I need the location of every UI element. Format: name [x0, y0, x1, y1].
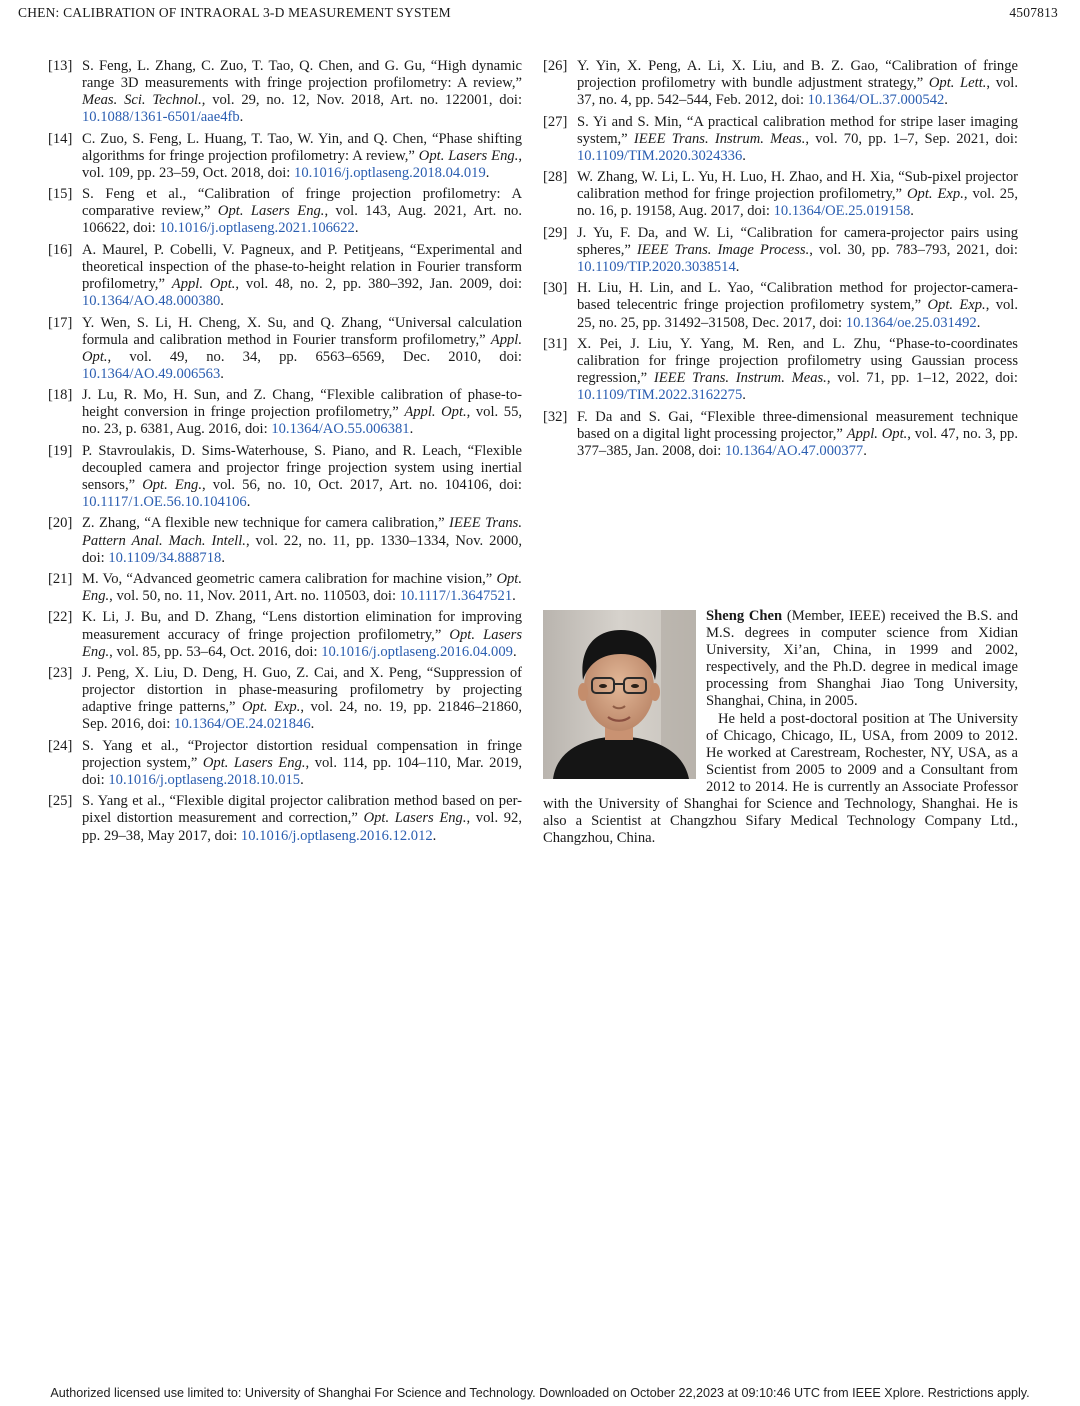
reference-venue: Opt. Lett.: [928, 75, 987, 92]
reference-end: .: [409, 421, 414, 438]
reference-number: [21]: [48, 571, 73, 587]
reference-authors-title: S. Feng et al., “Calibration of fringe projection profilometry: A comparative review,”: [82, 186, 522, 220]
reference-end: .: [354, 220, 359, 237]
reference-authors-title: H. Liu, H. Lin, and L. Yao, “Calibration method for projector-camera-based telecentric fringe projection profilometry system,”: [577, 280, 1018, 314]
reference-entry: [543, 114, 1018, 165]
reference-entry: [48, 571, 522, 605]
reference-number: [27]: [543, 113, 568, 130]
author-name: Sheng Chen: [706, 608, 783, 624]
reference-entry: [48, 443, 522, 511]
reference-venue: Appl. Opt.: [404, 404, 467, 421]
reference-list-right: [543, 58, 1018, 460]
reference-entry: [48, 665, 522, 733]
reference-authors-title: J. Yu, F. Da, and W. Li, “Calibration for camera-projector pairs using spheres,”: [577, 224, 1018, 258]
reference-details: , vol. 30, pp. 783–793, 2021, doi:: [809, 241, 1018, 258]
reference-number: [23]: [48, 665, 73, 682]
reference-details: , vol. 22, no. 11, pp. 1330–1334, Nov. 2000, doi:: [82, 532, 522, 566]
reference-text: [82, 738, 522, 789]
reference-end: .: [432, 827, 437, 844]
reference-authors-title: F. Da and S. Gai, “Flexible three-dimensional measurement technique based on a digital light processing projector,”: [577, 408, 1018, 442]
doi-link[interactable]: 10.1364/AO.48.000380: [82, 293, 221, 310]
reference-end: .: [485, 164, 490, 181]
reference-end: .: [944, 92, 948, 109]
reference-venue: Opt. Lasers Eng.: [82, 626, 522, 660]
reference-text: [82, 793, 522, 844]
doi-link[interactable]: 10.1109/TIM.2022.3162275: [577, 387, 743, 404]
doi-link[interactable]: 10.1364/OE.25.019158: [773, 203, 911, 220]
reference-entry: [48, 387, 522, 438]
reference-venue: Opt. Lasers Eng.: [418, 147, 519, 164]
reference-text: [82, 609, 522, 660]
reference-number: [29]: [543, 224, 568, 241]
reference-authors-title: J. Peng, X. Liu, D. Deng, H. Guo, Z. Cai, and X. Peng, “Suppression of projector distortion in phase-measuring profilometry by projecting adaptive fringe patterns,”: [82, 665, 522, 716]
reference-end: .: [863, 442, 867, 459]
reference-entry: [48, 793, 522, 844]
reference-details: , vol. 47, no. 3, pp. 377–385, Jan. 2008, doi:: [577, 425, 1018, 459]
reference-number: [28]: [543, 169, 568, 186]
reference-number: [15]: [48, 186, 73, 203]
reference-details: , vol. 24, no. 19, pp. 21846–21860, Sep. 2016, doi:: [82, 699, 523, 733]
reference-entry: [543, 336, 1018, 404]
reference-text: [82, 315, 522, 383]
doi-link[interactable]: 10.1117/1.OE.56.10.104106: [82, 494, 247, 511]
reference-details: , vol. 71, pp. 1–12, 2022, doi:: [826, 370, 1018, 387]
reference-end: .: [220, 293, 224, 310]
reference-text: [577, 169, 1018, 220]
reference-details: , vol. 55, no. 23, p. 6381, Aug. 2016, doi:: [82, 404, 523, 438]
doi-link[interactable]: 10.1088/1361-6501/aae4fb: [82, 109, 240, 126]
reference-venue: Opt. Lasers Eng.: [363, 810, 467, 827]
reference-authors-title: Y. Yin, X. Peng, A. Li, X. Liu, and B. Z. Gao, “Calibration of fringe projection profilometry with bundle adjustment strategy,”: [577, 58, 1018, 92]
reference-entry: [543, 58, 1018, 109]
reference-end: .: [512, 588, 516, 605]
reference-number: [13]: [48, 58, 73, 74]
doi-link[interactable]: 10.1364/oe.25.031492: [845, 314, 977, 331]
reference-number: [32]: [543, 408, 568, 425]
reference-entry: [543, 169, 1018, 220]
reference-authors-title: S. Yang et al., “Flexible digital projector calibration method based on per-pixel distortion measurement and correction,”: [82, 793, 522, 827]
reference-end: .: [742, 387, 746, 404]
reference-text: [577, 336, 1018, 404]
author-biography: [543, 608, 1018, 847]
doi-link[interactable]: 10.1016/j.optlaseng.2018.10.015: [108, 771, 301, 788]
reference-authors-title: J. Lu, R. Mo, H. Sun, and Z. Chang, “Flexible calibration of phase-to-height conversion in fringe projection profilometry,”: [82, 387, 522, 421]
reference-venue: Meas. Sci. Technol.: [82, 92, 202, 109]
reference-venue: Appl. Opt.: [82, 331, 522, 365]
doi-link[interactable]: 10.1016/j.optlaseng.2016.04.009: [321, 643, 513, 660]
reference-venue: IEEE Trans. Instrum. Meas.: [653, 370, 827, 387]
reference-venue: Appl. Opt.: [171, 276, 236, 293]
reference-number: [26]: [543, 58, 568, 74]
reference-entry: [48, 242, 522, 310]
reference-details: , vol. 85, pp. 53–64, Oct. 2016, doi:: [109, 643, 322, 660]
reference-details: , vol. 49, no. 34, pp. 6563–6569, Dec. 2010, doi:: [107, 348, 522, 365]
reference-details: , vol. 70, pp. 1–7, Sep. 2021, doi:: [805, 130, 1018, 147]
reference-end: .: [910, 203, 914, 220]
reference-text: [577, 58, 1018, 109]
reference-text: [82, 186, 522, 237]
reference-entry: [48, 738, 522, 789]
reference-venue: IEEE Trans. Pattern Anal. Mach. Intell.: [82, 515, 522, 549]
reference-list-left: [48, 58, 522, 845]
reference-number: [14]: [48, 130, 73, 147]
reference-venue: Opt. Eng.: [142, 476, 203, 493]
reference-venue: Opt. Lasers Eng.: [202, 754, 306, 771]
reference-end: .: [221, 549, 225, 566]
reference-entry: [48, 315, 522, 383]
reference-authors-title: Y. Wen, S. Li, H. Cheng, X. Su, and Q. Zhang, “Universal calculation formula and calibration method in Fourier transform profilometry,”: [82, 314, 522, 348]
reference-end: .: [735, 258, 740, 275]
license-footer: Authorized licensed use limited to: University of Shanghai For Science and Technology. Downloaded on October 22,2023 at 09:10:46 UTC from IEEE Xplore. Restrictions apply.: [50, 1386, 1030, 1400]
doi-link[interactable]: 10.1016/j.optlaseng.2018.04.019: [294, 164, 486, 181]
reference-text: [577, 280, 1018, 331]
reference-venue: Opt. Exp.: [907, 186, 964, 203]
references-right-column: [543, 58, 1018, 464]
author-photo: [543, 610, 696, 779]
reference-authors-title: S. Yang et al., “Projector distortion residual compensation in fringe projection system,”: [82, 737, 522, 771]
running-header-title: CHEN: CALIBRATION OF INTRAORAL 3-D MEASUREMENT SYSTEM: [18, 5, 451, 20]
reference-details: , vol. 143, Aug. 2021, Art. no. 106622, doi:: [82, 203, 522, 237]
doi-link[interactable]: 10.1016/j.optlaseng.2021.106622: [159, 220, 355, 237]
doi-link[interactable]: 10.1109/34.888718: [108, 549, 222, 566]
reference-venue: IEEE Trans. Image Process.: [636, 241, 810, 258]
reference-text: [82, 58, 522, 126]
reference-details: , vol. 29, no. 12, Nov. 2018, Art. no. 122001, doi:: [201, 92, 522, 109]
doi-link[interactable]: 10.1016/j.optlaseng.2016.12.012: [240, 827, 433, 844]
reference-text: [577, 225, 1018, 276]
reference-text: [82, 242, 522, 310]
reference-end: .: [976, 314, 981, 331]
reference-authors-title: P. Stavroulakis, D. Sims-Waterhouse, S. Piano, and R. Leach, “Flexible decoupled camera and projector fringe projection system using inertial sensors,”: [82, 442, 522, 493]
bio-paragraph-1-text: (Member, IEEE) received the B.S. and M.S. degrees in computer science from Xidian University, Xi’an, China, in 1999 and 2002, respectively, and the Ph.D. degree in medical image processing from Shanghai Jiao Tong University, Shanghai, China, in 2005.: [706, 608, 1018, 710]
reference-details: , vol. 25, no. 16, p. 19158, Aug. 2017, doi:: [577, 186, 1018, 220]
reference-entry: [48, 131, 522, 182]
reference-venue: Opt. Exp.: [242, 699, 301, 716]
reference-text: [82, 571, 522, 605]
reference-end: .: [220, 365, 224, 382]
reference-text: [82, 387, 522, 438]
reference-authors-title: K. Li, J. Bu, and D. Zhang, “Lens distortion elimination for improving measurement accuracy of fringe projection profilometry,”: [82, 609, 522, 643]
doi-link[interactable]: 10.1364/OE.24.021846: [174, 716, 311, 733]
reference-end: .: [310, 716, 315, 733]
reference-number: [18]: [48, 387, 73, 404]
reference-number: [17]: [48, 314, 73, 331]
reference-venue: IEEE Trans. Instrum. Meas.: [633, 130, 806, 147]
reference-end: .: [742, 147, 746, 164]
reference-details: , vol. 37, no. 4, pp. 542–544, Feb. 2012, doi:: [577, 75, 1019, 109]
reference-entry: [48, 609, 522, 660]
references-left-column: [48, 58, 522, 849]
doi-link[interactable]: 10.1364/AO.47.000377: [724, 442, 864, 459]
reference-details: , vol. 109, pp. 23–59, Oct. 2018, doi:: [82, 147, 522, 181]
doi-link[interactable]: 10.1364/AO.55.006381: [271, 421, 410, 438]
page-number: 4507813: [1009, 5, 1058, 20]
reference-entry: [48, 186, 522, 237]
reference-number: [30]: [543, 280, 568, 297]
reference-number: [22]: [48, 609, 73, 626]
reference-venue: Opt. Eng.: [82, 571, 522, 605]
reference-venue: Opt. Exp.: [927, 297, 986, 314]
reference-end: .: [512, 643, 517, 660]
reference-details: , vol. 25, no. 25, pp. 31492–31508, Dec. 2017, doi:: [577, 297, 1018, 331]
reference-venue: Appl. Opt.: [846, 425, 908, 442]
reference-number: [16]: [48, 241, 73, 258]
reference-details: , vol. 56, no. 10, Oct. 2017, Art. no. 104106, doi:: [202, 476, 522, 493]
reference-text: [82, 443, 522, 511]
reference-authors-title: A. Maurel, P. Cobelli, V. Pagneux, and P. Petitjeans, “Experimental and theoretical inspection of the phase-to-height relation in Fourier transform profilometry,”: [82, 241, 522, 293]
reference-authors-title: Z. Zhang, “A flexible new technique for camera calibration,”: [82, 515, 450, 532]
reference-details: , vol. 48, no. 2, pp. 380–392, Jan. 2009, doi:: [235, 276, 523, 293]
bio-paragraph-2: He held a post-doctoral position at The University of Chicago, Chicago, IL, USA, from 2009 to 2012. He worked at Carestream, Rochester, NY, USA, as a Scientist from 2005 to 2009 and a Consultant from 2012 to 2014. He is currently an Associate Professor with the University of Shanghai for Science and Technology, Shanghai. He is also a Scientist at Changzhou Sifary Medical Technology Company Ltd., Changzhou, China.: [543, 710, 1018, 847]
reference-details: , vol. 50, no. 11, Nov. 2011, Art. no. 110503, doi:: [109, 588, 400, 605]
reference-authors-title: S. Yi and S. Min, “A practical calibration method for stripe laser imaging system,”: [577, 113, 1018, 147]
doi-link[interactable]: 10.1109/TIM.2020.3024336: [577, 147, 743, 164]
doi-link[interactable]: 10.1364/AO.49.006563: [82, 365, 221, 382]
reference-end: .: [246, 494, 251, 511]
doi-link[interactable]: 10.1109/TIP.2020.3038514: [577, 258, 736, 275]
doi-link[interactable]: 10.1364/OL.37.000542: [807, 92, 945, 109]
reference-end: .: [300, 771, 304, 788]
reference-number: [20]: [48, 515, 73, 532]
reference-number: [31]: [543, 335, 568, 352]
reference-text: [82, 665, 522, 733]
reference-venue: Opt. Lasers Eng.: [217, 203, 325, 220]
reference-authors-title: W. Zhang, W. Li, L. Yu, H. Luo, H. Zhao, and H. Xia, “Sub-pixel projector calibration method for fringe projection profilometry,”: [577, 169, 1018, 203]
reference-text: [577, 114, 1018, 165]
reference-authors-title: C. Zuo, S. Feng, L. Huang, T. Tao, W. Yin, and Q. Chen, “Phase shifting algorithms for fringe projection profilometry: A review,”: [82, 130, 522, 164]
reference-entry: [543, 280, 1018, 331]
doi-link[interactable]: 10.1117/1.3647521: [399, 588, 513, 605]
reference-text: [82, 515, 522, 566]
reference-text: [82, 131, 522, 182]
reference-number: [19]: [48, 442, 73, 459]
reference-number: [24]: [48, 737, 73, 754]
reference-number: [25]: [48, 793, 73, 810]
reference-details: , vol. 114, pp. 104–110, Mar. 2019, doi:: [82, 754, 522, 788]
reference-entry: [543, 409, 1018, 460]
reference-authors-title: S. Feng, L. Zhang, C. Zuo, T. Tao, Q. Chen, and G. Gu, “High dynamic range 3D measurements with fringe projection profilometry: A review,”: [82, 58, 522, 92]
reference-authors-title: X. Pei, J. Liu, Y. Yang, M. Ren, and L. Zhu, “Phase-to-coordinates calibration for fringe projection profilometry using Gaussian process regression,”: [577, 335, 1018, 387]
reference-end: .: [239, 109, 244, 126]
reference-text: [577, 409, 1018, 460]
reference-entry: [48, 515, 522, 566]
reference-details: , vol. 92, pp. 29–38, May 2017, doi:: [82, 810, 522, 844]
reference-authors-title: M. Vo, “Advanced geometric camera calibration for machine vision,”: [82, 571, 497, 587]
reference-entry: [48, 58, 522, 126]
reference-entry: [543, 225, 1018, 276]
